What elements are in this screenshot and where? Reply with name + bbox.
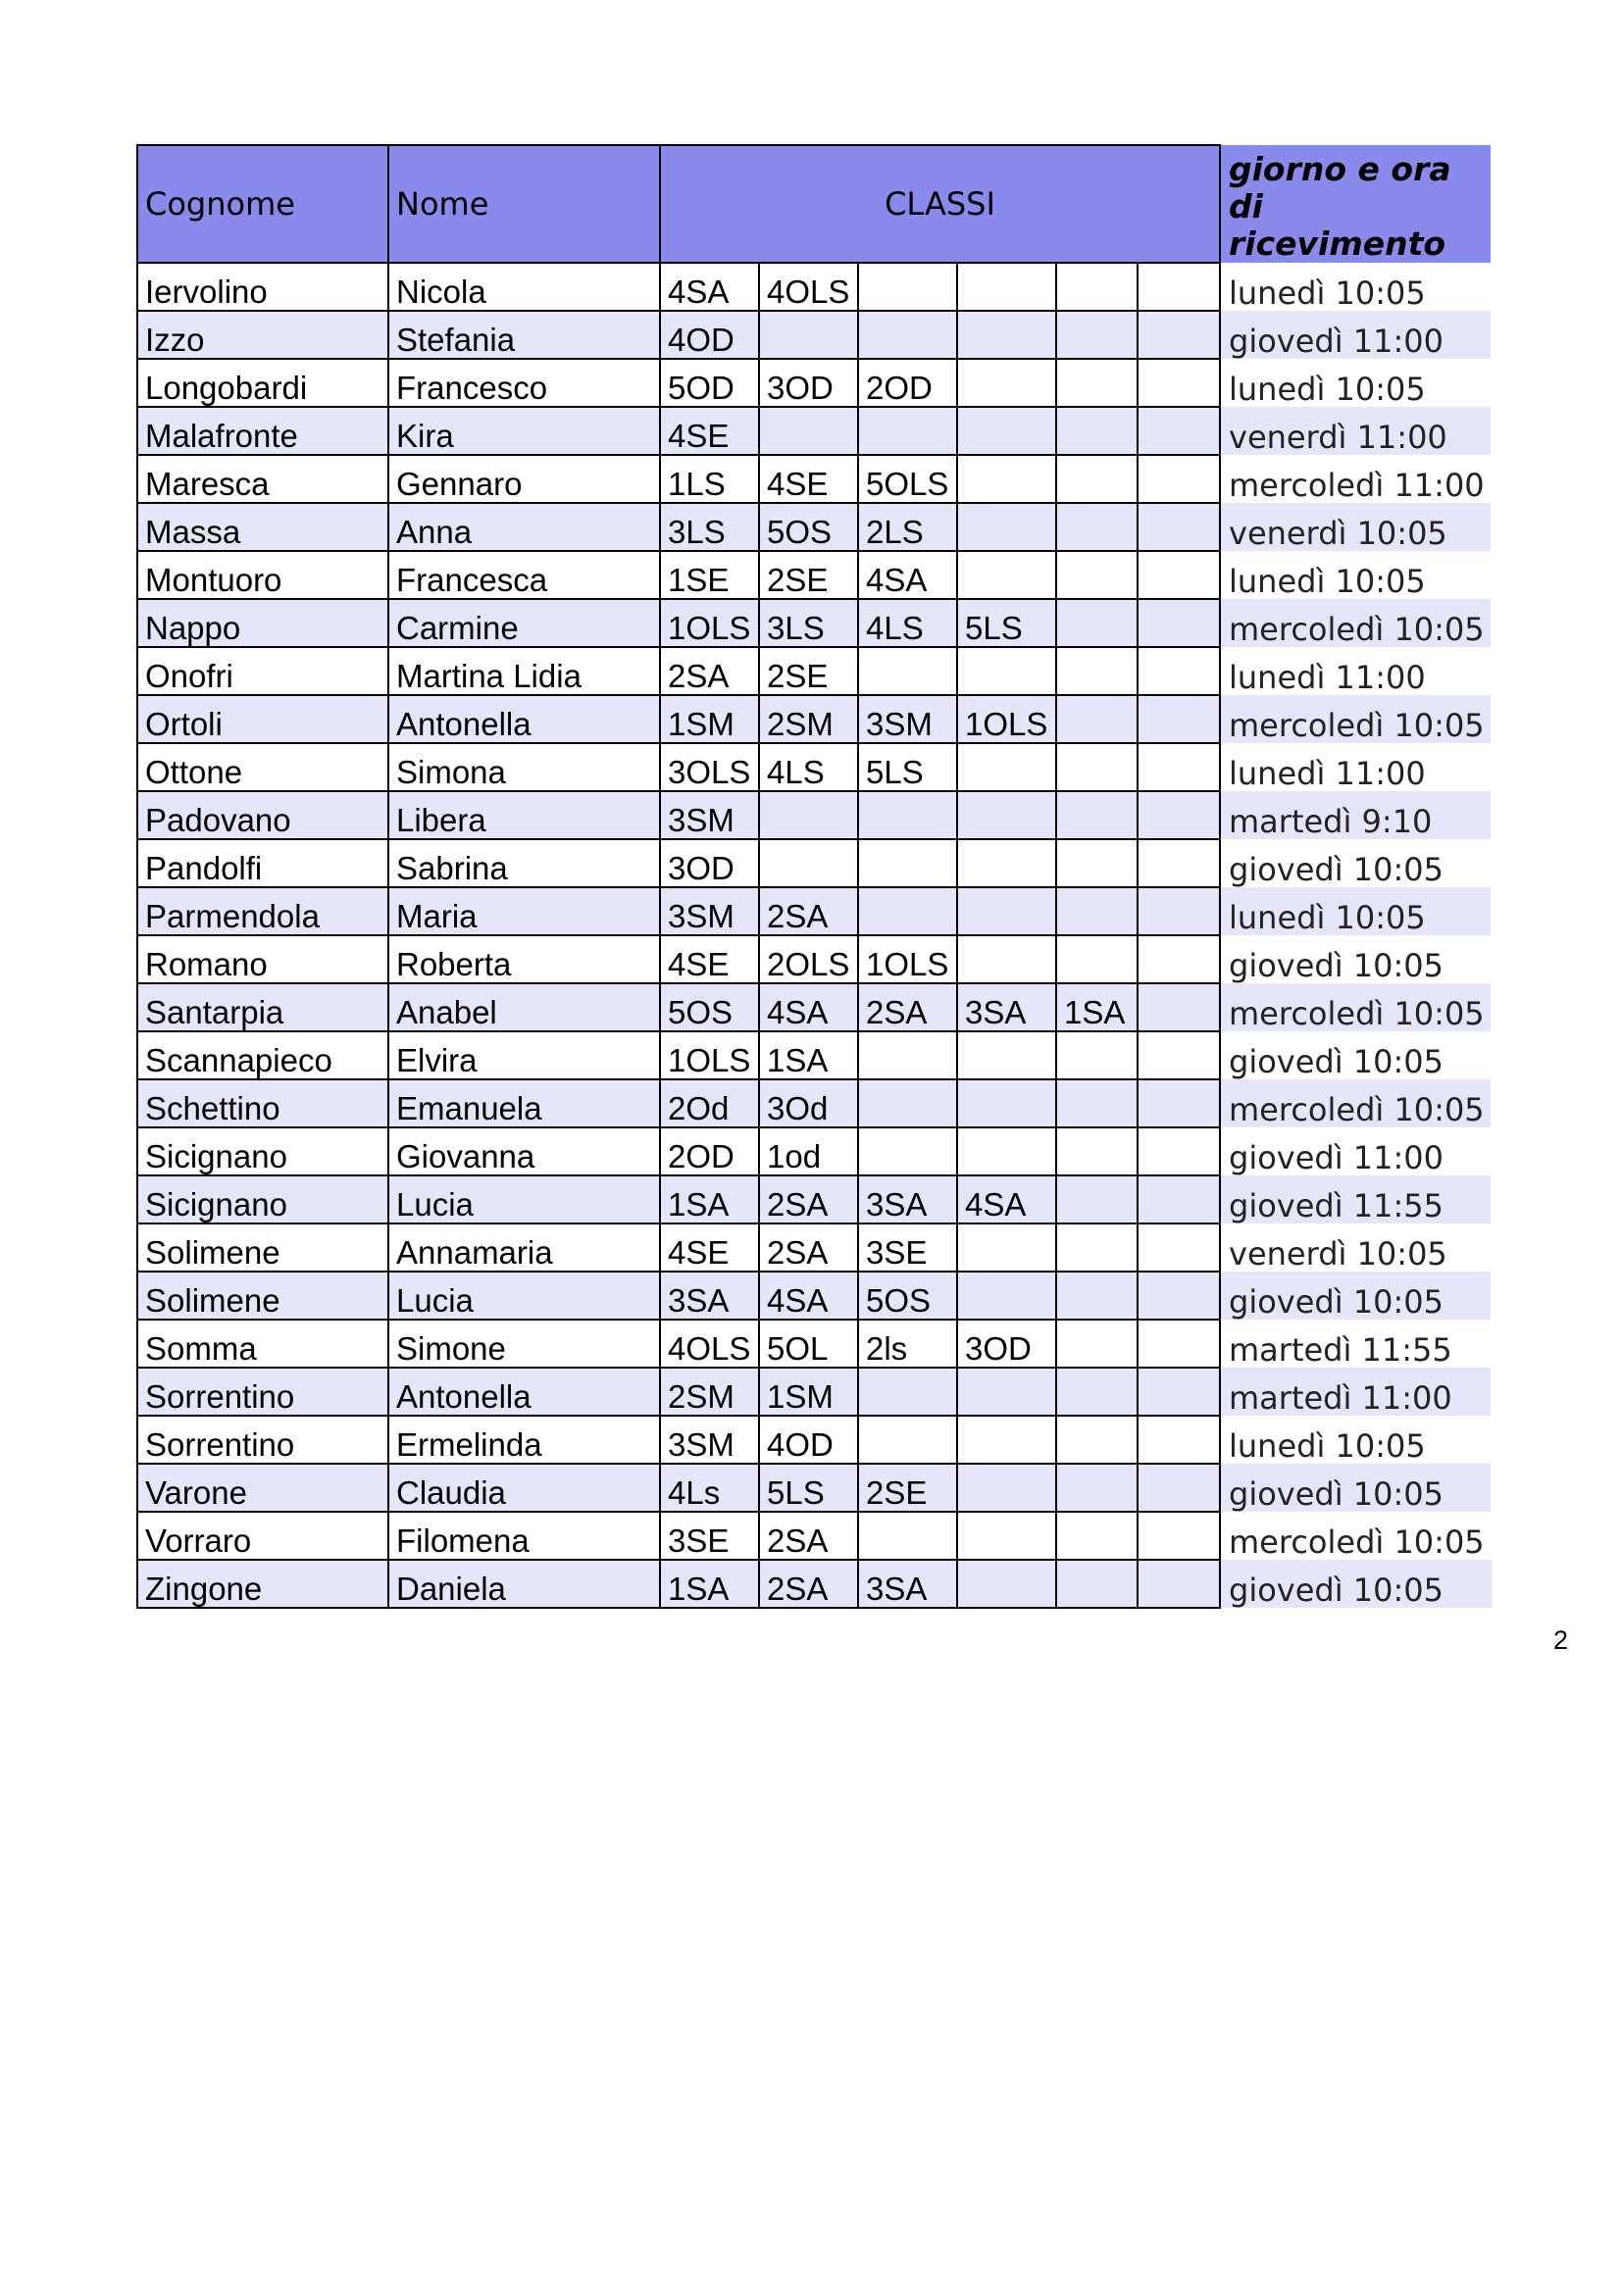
reception-cell: lunedì 10:05 xyxy=(1220,887,1492,935)
reception-header: giorno e ora di ricevimento xyxy=(1220,145,1492,263)
class-cell: 2OD xyxy=(858,359,957,407)
class-cell xyxy=(1056,839,1138,887)
class-cell: 4OLS xyxy=(759,263,858,311)
class-cell: 2SE xyxy=(759,551,858,599)
name-cell: Antonella xyxy=(388,1368,660,1416)
class-cell: 1OLS xyxy=(858,935,957,983)
table-row xyxy=(137,1416,1492,1464)
class-cell: 5OS xyxy=(660,983,759,1031)
name-cell: Maria xyxy=(388,887,660,935)
surname-cell: Maresca xyxy=(137,455,388,503)
class-cell xyxy=(858,407,957,455)
reception-cell: giovedì 11:00 xyxy=(1220,311,1492,359)
name-cell: Lucia xyxy=(388,1272,660,1320)
class-cell xyxy=(957,551,1056,599)
class-cell xyxy=(1138,455,1220,503)
table-row xyxy=(137,647,1492,695)
name-cell: Libera xyxy=(388,791,660,839)
class-cell xyxy=(1056,1512,1138,1560)
class-cell xyxy=(1138,1127,1220,1175)
name-cell: Francesco xyxy=(388,359,660,407)
class-cell xyxy=(957,647,1056,695)
name-cell: Filomena xyxy=(388,1512,660,1560)
name-cell: Simone xyxy=(388,1320,660,1368)
reception-cell: mercoledì 10:05 xyxy=(1220,695,1492,743)
class-cell xyxy=(1056,599,1138,647)
class-cell xyxy=(957,1272,1056,1320)
class-cell: 3SA xyxy=(858,1560,957,1608)
class-cell: 4LS xyxy=(759,743,858,791)
class-cell: 1SA xyxy=(660,1560,759,1608)
class-cell: 2Od xyxy=(660,1079,759,1127)
reception-cell: lunedì 11:00 xyxy=(1229,659,1426,695)
class-cell xyxy=(858,1031,957,1079)
reception-schedule-table xyxy=(136,144,1493,1609)
surname-cell: Solimene xyxy=(137,1272,388,1320)
class-cell: 3OD xyxy=(759,359,858,407)
table-row xyxy=(137,503,1492,551)
class-cell: 5LS xyxy=(759,1464,858,1512)
class-cell xyxy=(957,1512,1056,1560)
reception-cell: venerdì 10:05 xyxy=(1220,503,1492,551)
table-body xyxy=(137,263,1492,1608)
class-cell xyxy=(1138,311,1220,359)
name-cell: Stefania xyxy=(388,311,660,359)
surname-cell: Sorrentino xyxy=(137,1416,388,1464)
name-cell: Gennaro xyxy=(388,455,660,503)
class-cell: 3OLS xyxy=(660,743,759,791)
table-row xyxy=(137,791,1492,839)
surname-cell: Ottone xyxy=(137,743,388,791)
class-cell xyxy=(957,1127,1056,1175)
class-cell xyxy=(1138,695,1220,743)
class-cell xyxy=(957,935,1056,983)
reception-cell: martedì 11:55 xyxy=(1229,1331,1452,1368)
class-cell xyxy=(1138,503,1220,551)
class-cell xyxy=(1056,695,1138,743)
class-cell: 1SM xyxy=(759,1368,858,1416)
surname-cell: Solimene xyxy=(137,1223,388,1272)
table-row xyxy=(137,695,1492,743)
class-cell xyxy=(858,1368,957,1416)
name-cell: Martina Lidia xyxy=(388,647,660,695)
class-cell xyxy=(1056,1175,1138,1223)
surname-cell: Sorrentino xyxy=(137,1368,388,1416)
reception-cell: giovedì 11:00 xyxy=(1229,1139,1444,1175)
name-cell: Annamaria xyxy=(388,1223,660,1272)
surname-cell: Malafronte xyxy=(137,407,388,455)
class-cell: 3SM xyxy=(660,887,759,935)
class-cell xyxy=(1138,935,1220,983)
name-cell: Kira xyxy=(388,407,660,455)
class-cell: 1SM xyxy=(660,695,759,743)
surname-cell: Padovano xyxy=(137,791,388,839)
class-cell xyxy=(759,407,858,455)
table-row xyxy=(137,359,1492,407)
class-cell xyxy=(1138,1272,1220,1320)
class-cell: 3SE xyxy=(660,1512,759,1560)
name-cell: Giovanna xyxy=(388,1127,660,1175)
table-row xyxy=(137,455,1492,503)
class-cell xyxy=(1056,503,1138,551)
table-row xyxy=(137,263,1492,311)
class-cell: 3SM xyxy=(660,1416,759,1464)
name-cell: Ermelinda xyxy=(388,1416,660,1464)
reception-cell: mercoledì 10:05 xyxy=(1220,1079,1492,1127)
surname-cell: Nappo xyxy=(137,599,388,647)
class-cell: 1OLS xyxy=(957,695,1056,743)
class-cell xyxy=(1056,1368,1138,1416)
class-cell xyxy=(1138,1560,1220,1608)
reception-cell: mercoledì 10:05 xyxy=(1220,599,1492,647)
class-cell: 2ls xyxy=(858,1320,957,1368)
class-cell xyxy=(1056,1223,1138,1272)
class-cell xyxy=(1056,455,1138,503)
class-cell xyxy=(957,455,1056,503)
class-cell xyxy=(1056,1320,1138,1368)
class-cell: 1SA xyxy=(1056,983,1138,1031)
table-row xyxy=(137,935,1492,983)
class-cell xyxy=(1138,1031,1220,1079)
reception-cell: venerdì 11:00 xyxy=(1220,407,1492,455)
class-cell xyxy=(1138,1223,1220,1272)
class-cell xyxy=(1138,1320,1220,1368)
surname-cell: Varone xyxy=(137,1464,388,1512)
surname-cell: Pandolfi xyxy=(137,839,388,887)
class-cell: 4Ls xyxy=(660,1464,759,1512)
class-cell xyxy=(1056,1127,1138,1175)
name-cell: Roberta xyxy=(388,935,660,983)
class-cell xyxy=(1056,1464,1138,1512)
class-cell xyxy=(957,1560,1056,1608)
table-row xyxy=(137,1368,1492,1416)
reception-cell: mercoledì 10:05 xyxy=(1229,1523,1485,1560)
class-cell xyxy=(957,887,1056,935)
class-cell xyxy=(957,1079,1056,1127)
name-cell: Simona xyxy=(388,743,660,791)
class-cell: 2SA xyxy=(759,1175,858,1223)
class-cell xyxy=(858,1416,957,1464)
class-cell: 1LS xyxy=(660,455,759,503)
class-cell xyxy=(1056,1079,1138,1127)
table-row xyxy=(137,983,1492,1031)
class-cell: 4SE xyxy=(660,935,759,983)
class-cell xyxy=(1056,359,1138,407)
reception-cell: giovedì 10:05 xyxy=(1229,1043,1444,1079)
table-row xyxy=(137,1560,1492,1608)
class-cell xyxy=(1138,839,1220,887)
class-cell: 4SA xyxy=(759,983,858,1031)
class-cell xyxy=(957,839,1056,887)
reception-cell: giovedì 10:05 xyxy=(1220,1464,1492,1512)
class-cell: 3OD xyxy=(660,839,759,887)
reception-cell: lunedì 11:00 xyxy=(1229,755,1426,791)
surname-cell: Montuoro xyxy=(137,551,388,599)
class-cell xyxy=(858,1127,957,1175)
name-cell: Anna xyxy=(388,503,660,551)
class-cell xyxy=(957,743,1056,791)
name-cell: Emanuela xyxy=(388,1079,660,1127)
class-cell: 3SM xyxy=(660,791,759,839)
class-cell xyxy=(1056,791,1138,839)
table-row xyxy=(137,1272,1492,1320)
name-cell: Elvira xyxy=(388,1031,660,1079)
class-cell xyxy=(1056,935,1138,983)
class-cell: 4OD xyxy=(759,1416,858,1464)
surname-cell: Somma xyxy=(137,1320,388,1368)
class-cell xyxy=(957,1464,1056,1512)
class-cell: 2SM xyxy=(660,1368,759,1416)
surname-cell: Iervolino xyxy=(137,263,388,311)
class-cell xyxy=(957,311,1056,359)
class-cell xyxy=(957,791,1056,839)
class-cell xyxy=(957,263,1056,311)
reception-cell: lunedì 10:05 xyxy=(1229,563,1426,599)
class-cell xyxy=(858,1512,957,1560)
reception-cell: lunedì 10:05 xyxy=(1229,1427,1426,1464)
class-cell: 2LS xyxy=(858,503,957,551)
class-cell xyxy=(858,887,957,935)
class-cell xyxy=(957,407,1056,455)
class-cell: 5OD xyxy=(660,359,759,407)
surname-cell: Massa xyxy=(137,503,388,551)
class-cell: 1SA xyxy=(759,1031,858,1079)
class-cell: 5OS xyxy=(759,503,858,551)
class-cell: 3SA xyxy=(957,983,1056,1031)
class-cell xyxy=(1056,407,1138,455)
class-cell xyxy=(759,791,858,839)
table-row xyxy=(137,311,1492,359)
surname-cell: Romano xyxy=(137,935,388,983)
reception-cell: martedì 9:10 xyxy=(1220,791,1492,839)
class-cell xyxy=(1138,1464,1220,1512)
surname-cell: Zingone xyxy=(137,1560,388,1608)
class-cell xyxy=(1138,407,1220,455)
class-cell xyxy=(1138,359,1220,407)
surname-cell: Sicignano xyxy=(137,1127,388,1175)
class-cell xyxy=(1138,263,1220,311)
surname-cell: Sicignano xyxy=(137,1175,388,1223)
surname-cell: Ortoli xyxy=(137,695,388,743)
name-cell: Daniela xyxy=(388,1560,660,1608)
surname-cell: Santarpia xyxy=(137,983,388,1031)
class-cell: 3SA xyxy=(660,1272,759,1320)
class-cell: 3OD xyxy=(957,1320,1056,1368)
class-cell: 5OS xyxy=(858,1272,957,1320)
class-cell xyxy=(858,1079,957,1127)
class-cell xyxy=(1138,983,1220,1031)
class-cell: 4SE xyxy=(660,1223,759,1272)
class-cell xyxy=(957,1031,1056,1079)
table-row xyxy=(137,551,1492,599)
class-cell xyxy=(1138,647,1220,695)
class-cell xyxy=(858,839,957,887)
surname-cell: Schettino xyxy=(137,1079,388,1127)
table-row xyxy=(137,407,1492,455)
surname-cell: Scannapieco xyxy=(137,1031,388,1079)
class-cell: 2SE xyxy=(759,647,858,695)
surname-cell: Onofri xyxy=(137,647,388,695)
reception-cell: mercoledì 10:05 xyxy=(1220,983,1492,1031)
class-cell xyxy=(759,839,858,887)
class-cell: 5OLS xyxy=(858,455,957,503)
name-cell: Sabrina xyxy=(388,839,660,887)
class-cell: 4OD xyxy=(660,311,759,359)
reception-cell: mercoledì 11:00 xyxy=(1229,467,1485,503)
class-cell xyxy=(1056,263,1138,311)
name-header: Nome xyxy=(388,145,660,263)
class-cell xyxy=(1138,551,1220,599)
class-cell xyxy=(1056,551,1138,599)
class-cell: 1OLS xyxy=(660,1031,759,1079)
class-cell xyxy=(1138,791,1220,839)
class-cell: 1OLS xyxy=(660,599,759,647)
class-cell: 2OD xyxy=(660,1127,759,1175)
class-cell xyxy=(957,1223,1056,1272)
reception-cell: giovedì 10:05 xyxy=(1229,851,1444,887)
class-cell: 5LS xyxy=(957,599,1056,647)
class-cell: 2SA xyxy=(660,647,759,695)
page-number: 2 xyxy=(1553,1625,1569,1655)
class-cell xyxy=(1138,1368,1220,1416)
class-cell: 3SA xyxy=(858,1175,957,1223)
class-cell: 2SE xyxy=(858,1464,957,1512)
class-cell: 4LS xyxy=(858,599,957,647)
surname-cell: Parmendola xyxy=(137,887,388,935)
class-cell xyxy=(1138,599,1220,647)
class-cell xyxy=(858,311,957,359)
class-cell xyxy=(858,263,957,311)
class-cell xyxy=(957,1416,1056,1464)
class-cell: 3LS xyxy=(759,599,858,647)
class-cell: 3LS xyxy=(660,503,759,551)
class-cell xyxy=(957,359,1056,407)
class-cell: 1SE xyxy=(660,551,759,599)
class-cell: 2SA xyxy=(858,983,957,1031)
reception-cell: martedì 11:00 xyxy=(1220,1368,1492,1416)
name-cell: Francesca xyxy=(388,551,660,599)
class-cell xyxy=(1056,647,1138,695)
surname-header: Cognome xyxy=(137,145,388,263)
class-cell xyxy=(759,311,858,359)
table-row xyxy=(137,1464,1492,1512)
class-cell: 4SE xyxy=(660,407,759,455)
header-row xyxy=(137,145,1492,263)
surname-cell: Izzo xyxy=(137,311,388,359)
name-cell: Carmine xyxy=(388,599,660,647)
name-cell: Antonella xyxy=(388,695,660,743)
name-cell: Lucia xyxy=(388,1175,660,1223)
class-cell: 2SM xyxy=(759,695,858,743)
reception-cell: giovedì 10:05 xyxy=(1229,947,1444,983)
class-cell: 2SA xyxy=(759,887,858,935)
table-row xyxy=(137,743,1492,791)
class-cell xyxy=(858,791,957,839)
class-cell: 3SE xyxy=(858,1223,957,1272)
class-cell xyxy=(858,647,957,695)
class-cell xyxy=(1138,1175,1220,1223)
table-row xyxy=(137,1320,1492,1368)
class-cell: 2SA xyxy=(759,1512,858,1560)
table-row xyxy=(137,839,1492,887)
name-cell: Claudia xyxy=(388,1464,660,1512)
class-cell: 1SA xyxy=(660,1175,759,1223)
class-cell: 4SE xyxy=(759,455,858,503)
class-cell: 3SM xyxy=(858,695,957,743)
class-cell: 1od xyxy=(759,1127,858,1175)
class-cell xyxy=(1056,1560,1138,1608)
table-row xyxy=(137,1512,1492,1560)
class-cell: 5LS xyxy=(858,743,957,791)
reception-cell: lunedì 10:05 xyxy=(1229,371,1426,407)
class-cell: 5OL xyxy=(759,1320,858,1368)
reception-cell: giovedì 10:05 xyxy=(1220,1560,1492,1608)
reception-cell: giovedì 11:55 xyxy=(1220,1175,1492,1223)
table-row xyxy=(137,1223,1492,1272)
table-row xyxy=(137,599,1492,647)
reception-cell: venerdì 10:05 xyxy=(1229,1235,1447,1272)
class-cell xyxy=(1056,1272,1138,1320)
class-cell: 4SA xyxy=(759,1272,858,1320)
table-row xyxy=(137,1079,1492,1127)
surname-cell: Vorraro xyxy=(137,1512,388,1560)
surname-cell: Longobardi xyxy=(137,359,388,407)
class-cell xyxy=(1056,743,1138,791)
class-cell: 4SA xyxy=(660,263,759,311)
class-cell: 2SA xyxy=(759,1560,858,1608)
name-cell: Anabel xyxy=(388,983,660,1031)
class-cell: 4SA xyxy=(957,1175,1056,1223)
class-cell xyxy=(957,503,1056,551)
class-cell xyxy=(1056,311,1138,359)
class-cell xyxy=(1056,887,1138,935)
class-cell: 4OLS xyxy=(660,1320,759,1368)
table-row xyxy=(137,887,1492,935)
table-row xyxy=(137,1127,1492,1175)
table-row xyxy=(137,1031,1492,1079)
classes-header: CLASSI xyxy=(660,145,1220,263)
class-cell xyxy=(1138,1079,1220,1127)
name-cell: Nicola xyxy=(388,263,660,311)
class-cell xyxy=(1138,743,1220,791)
class-cell xyxy=(1056,1031,1138,1079)
reception-cell: giovedì 10:05 xyxy=(1220,1272,1492,1320)
class-cell: 4SA xyxy=(858,551,957,599)
class-cell: 3Od xyxy=(759,1079,858,1127)
class-cell xyxy=(1138,1416,1220,1464)
class-cell: 2SA xyxy=(759,1223,858,1272)
class-cell xyxy=(1056,1416,1138,1464)
class-cell xyxy=(1138,887,1220,935)
class-cell xyxy=(1138,1512,1220,1560)
table-row xyxy=(137,1175,1492,1223)
reception-cell: lunedì 10:05 xyxy=(1229,275,1426,311)
class-cell xyxy=(957,1368,1056,1416)
class-cell: 2OLS xyxy=(759,935,858,983)
